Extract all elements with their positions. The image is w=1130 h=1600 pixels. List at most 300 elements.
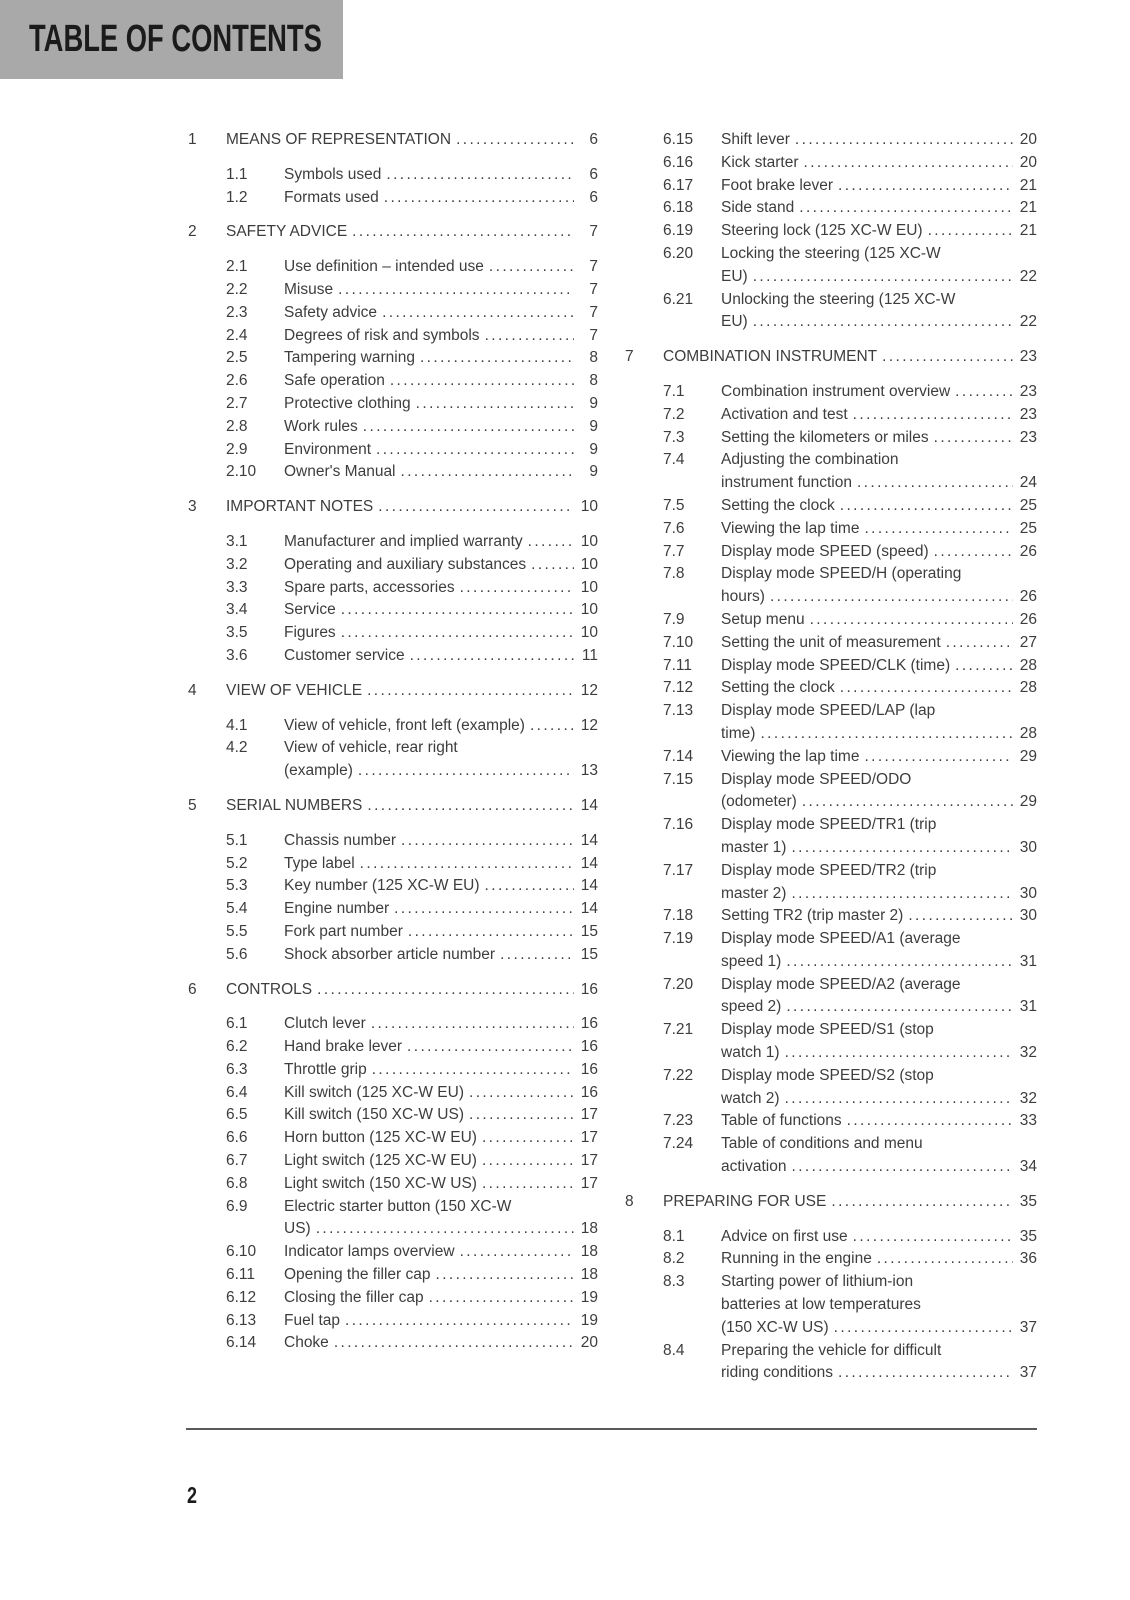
toc-entry-page-number: 25 [1019,496,1037,514]
toc-subsection-row [188,439,598,462]
toc-entry-number: 7.11 [663,656,693,674]
toc-subsection-row [625,175,1037,198]
toc-entry-number: 8.4 [663,1341,685,1359]
toc-entry-number: 6.7 [226,1152,248,1170]
toc-entry-title-block [721,609,1037,632]
toc-entry-lastline [284,256,598,279]
toc-entry-title-block [721,1065,1037,1111]
toc-entry-number: 4.1 [226,716,248,734]
toc-subsection-row [188,715,598,738]
toc-entry-title-line: Electric starter button (150 XC-W [284,1197,512,1215]
toc-entry-title-block [284,416,598,439]
toc-entry-page-number: 32 [1019,1044,1037,1062]
toc-subsection-row [625,541,1037,564]
toc-entry-page-number: 7 [589,326,598,344]
dot-leader [378,496,574,519]
toc-section-row [625,346,1037,369]
toc-entry-title-line: Display mode SPEED/A1 (average [721,930,961,948]
dot-leader [341,599,574,622]
toc-entry-page-number: 20 [1019,153,1037,171]
toc-entry-number: 6 [188,980,197,998]
toc-entry-title-block [226,496,598,519]
toc-entry-number: 6.1 [226,1015,248,1033]
toc-entry-number: 3.2 [226,555,248,573]
toc-entry-number: 7.8 [663,565,685,583]
toc-section-row [188,979,598,1002]
toc-entry-number: 2.4 [226,326,248,344]
toc-entry-number: 6.9 [226,1197,248,1215]
toc-entry-page-number: 6 [589,188,598,206]
toc-subsection-row [625,449,1037,495]
toc-subsection-row [188,875,598,898]
toc-entry-title-block [663,346,1037,369]
toc-entry-page-number: 27 [1019,633,1037,651]
dot-leader [770,586,1013,609]
toc-subsection-row [188,853,598,876]
toc-entry-title-block [284,370,598,393]
toc-entry-number: 1.1 [226,165,248,183]
toc-subsection-row [625,1019,1037,1065]
toc-subsection-row [625,427,1037,450]
toc-entry-number: 2.7 [226,394,248,412]
toc-entry-page-number: 31 [1019,998,1037,1016]
toc-subsection-row [625,197,1037,220]
toc-subsection-row [188,302,598,325]
toc-entry-title: Foot brake lever [721,176,833,194]
toc-entry-title: Fork part number [284,922,403,940]
toc-entry-lastline [721,1362,1037,1385]
toc-entry-number: 6.13 [226,1311,257,1329]
toc-entry-title: activation [721,1158,787,1176]
dot-leader [838,1362,1013,1385]
toc-entry-lastline [284,1264,598,1287]
toc-entry-title-block [226,795,598,818]
toc-entry-title: Display mode SPEED (speed) [721,542,929,560]
toc-entry-title-block [284,1127,598,1150]
toc-entry-number: 7.24 [663,1135,694,1153]
toc-entry-page-number: 15 [580,945,598,963]
dot-leader [363,416,574,439]
toc-entry-title: Advice on first use [721,1227,848,1245]
toc-entry-number: 6.18 [663,199,694,217]
toc-entry-title-block [721,220,1037,243]
toc-subsection-row [625,381,1037,404]
toc-subsection-row [625,1248,1037,1271]
toc-subsection-row [625,1271,1037,1339]
toc-subsection-row [188,599,598,622]
dot-leader [795,129,1013,152]
toc-entry-title-block [284,393,598,416]
toc-entry-number: 7.5 [663,496,685,514]
toc-entry-title-line: Adjusting the combination [721,451,899,469]
toc-entry-lastline [284,370,598,393]
toc-entry-title-block [721,769,1037,815]
toc-entry-title: Safe operation [284,372,385,390]
toc-entry-title: US) [284,1220,311,1238]
toc-entry-title: Operating and auxiliary substances [284,555,527,573]
toc-entry-page-number: 26 [1019,588,1037,606]
toc-entry-title-block [721,175,1037,198]
table-of-contents [188,129,1037,1385]
toc-entry-lastline [284,715,598,738]
toc-entry-lastline [721,1226,1037,1249]
toc-entry-title-block [284,164,598,187]
toc-column-right [625,129,1037,1385]
toc-section-row [188,680,598,703]
toc-subsection-row [625,129,1037,152]
toc-subsection-row [625,860,1037,906]
toc-entry-title-block [721,541,1037,564]
dot-leader [416,393,574,416]
toc-entry-number: 3.6 [226,646,248,664]
toc-entry-lastline [226,680,598,703]
toc-entry-title-block [721,563,1037,609]
dot-leader [382,302,574,325]
toc-entry-number: 5.4 [226,900,248,918]
toc-entry-title-block [721,1019,1037,1065]
toc-entry-title: master 1) [721,838,787,856]
toc-entry-title-block [284,1036,598,1059]
dot-leader [386,164,574,187]
toc-entry-page-number: 10 [580,624,598,642]
toc-entry-title: Hand brake lever [284,1038,403,1056]
toc-entry-lastline [284,1013,598,1036]
toc-entry-title-block [721,1226,1037,1249]
toc-entry-number: 6.10 [226,1243,257,1261]
toc-subsection-row [625,563,1037,609]
toc-entry-page-number: 10 [580,532,598,550]
toc-entry-number: 3.3 [226,578,248,596]
toc-entry-page-number: 9 [589,417,598,435]
dot-leader [482,1150,574,1173]
toc-entry-page-number: 26 [1019,610,1037,628]
dot-leader [864,518,1013,541]
toc-subsection-row [625,1065,1037,1111]
toc-entry-page-number: 29 [1019,747,1037,765]
toc-entry-lastline [284,944,598,967]
toc-entry-title-block [721,152,1037,175]
toc-entry-number: 7.18 [663,907,694,925]
toc-entry-title: Shift lever [721,131,790,148]
toc-entry-title: Horn button (125 XC-W EU) [284,1129,477,1147]
toc-entry-number: 4 [188,681,197,699]
toc-entry-title: Protective clothing [284,394,411,412]
footer-divider [186,1428,1037,1430]
toc-subsection-row [625,1226,1037,1249]
toc-subsection-row [188,370,598,393]
dot-leader [456,129,574,152]
toc-entry-lastline [721,723,1037,746]
toc-entry-title-block [721,449,1037,495]
toc-entry-page-number: 10 [580,601,598,619]
toc-entry-title: VIEW OF VEHICLE [226,681,363,699]
dot-leader [853,404,1013,427]
toc-entry-title-block [284,439,598,462]
toc-entry-lastline [284,1059,598,1082]
toc-entry-title: COMBINATION INSTRUMENT [663,348,878,366]
toc-entry-title: (odometer) [721,793,797,811]
toc-entry-title: Fuel tap [284,1311,341,1329]
dot-leader [485,325,574,348]
toc-entry-title: Engine number [284,900,390,918]
toc-entry-lastline [284,599,598,622]
toc-subsection-row [188,1059,598,1082]
toc-entry-title-block [284,531,598,554]
toc-entry-title: SAFETY ADVICE [226,223,348,241]
toc-entry-title-block [721,1110,1037,1133]
toc-entry-title: Owner's Manual [284,463,396,481]
toc-entry-page-number: 21 [1019,222,1037,240]
toc-entry-lastline [721,996,1037,1019]
toc-entry-title: EU) [721,267,748,285]
dot-leader [500,944,574,967]
toc-entry-title: Running in the engine [721,1250,872,1268]
toc-entry-number: 7.7 [663,542,685,560]
toc-subsection-row [188,1013,598,1036]
toc-entry-title-block [284,554,598,577]
toc-entry-title: Key number (125 XC-W EU) [284,877,480,895]
dot-leader [435,1264,574,1287]
toc-entry-number: 7.15 [663,770,694,788]
dot-leader [469,1082,574,1105]
dot-leader [376,439,574,462]
toc-subsection-row [625,632,1037,655]
toc-entry-title: Indicator lamps overview [284,1243,455,1261]
toc-section-row [188,496,598,519]
dot-leader [401,461,574,484]
toc-subsection-row [188,1173,598,1196]
toc-entry-lastline [226,795,598,818]
toc-entry-title: Symbols used [284,165,382,183]
toc-entry-title: Safety advice [284,303,378,321]
toc-subsection-row [625,655,1037,678]
toc-subsection-row [625,220,1037,243]
toc-entry-number: 6.4 [226,1083,248,1101]
toc-entry-title-block [284,1241,598,1264]
toc-entry-number: 1.2 [226,188,248,206]
toc-entry-title-block [284,1013,598,1036]
toc-entry-title-line: Unlocking the steering (125 XC-W [721,290,956,308]
toc-entry-title-block [721,1133,1037,1179]
toc-entry-title-line: Display mode SPEED/ODO [721,770,912,788]
toc-entry-number: 2 [188,223,197,241]
toc-entry-page-number: 7 [589,258,598,276]
toc-entry-lastline [284,645,598,668]
toc-entry-page-number: 7 [589,280,598,298]
toc-entry-title-block [721,700,1037,746]
dot-leader [955,655,1013,678]
toc-entry-page-number: 14 [580,877,598,895]
toc-entry-number: 8.2 [663,1250,685,1268]
toc-subsection-row [188,1036,598,1059]
toc-entry-lastline [663,1191,1037,1214]
toc-entry-number: 7.20 [663,975,694,993]
toc-entry-title-line: Display mode SPEED/A2 (average [721,975,961,993]
dot-leader [785,1042,1013,1065]
toc-entry-lastline [721,1248,1037,1271]
toc-entry-number: 2.2 [226,280,248,298]
toc-entry-title: Manufacturer and implied warranty [284,532,523,550]
toc-subsection-row [625,905,1037,928]
toc-entry-number: 2.5 [226,349,248,367]
toc-entry-number: 7.17 [663,861,694,879]
toc-entry-page-number: 18 [580,1266,598,1284]
dot-leader [408,921,574,944]
toc-entry-title: Choke [284,1334,329,1352]
dot-leader [358,760,574,783]
toc-entry-title-block [284,461,598,484]
toc-subsection-row [625,495,1037,518]
toc-entry-title-block [721,928,1037,974]
toc-entry-page-number: 22 [1019,313,1037,331]
toc-entry-page-number: 18 [580,1243,598,1261]
toc-entry-title-block [721,129,1037,152]
toc-entry-page-number: 30 [1019,884,1037,902]
toc-entry-lastline [284,1332,598,1355]
toc-entry-lastline [721,1042,1037,1065]
toc-entry-title: watch 2) [721,1089,780,1107]
dot-leader [831,1191,1013,1214]
toc-entry-title: Environment [284,440,372,458]
toc-entry-page-number: 23 [1019,428,1037,446]
toc-subsection-row [188,1196,598,1242]
dot-leader [469,1104,574,1127]
toc-entry-title: Opening the filler cap [284,1266,431,1284]
toc-entry-page-number: 35 [1019,1227,1037,1245]
toc-entry-lastline [721,129,1037,152]
toc-entry-lastline [284,393,598,416]
toc-entry-page-number: 25 [1019,519,1037,537]
dot-leader [802,791,1013,814]
toc-entry-title-line: Table of conditions and menu [721,1135,923,1153]
toc-entry-title-block [721,860,1037,906]
toc-entry-number: 7 [625,348,634,366]
toc-entry-number: 6.16 [663,153,694,171]
dot-leader [367,680,574,703]
toc-subsection-row [188,898,598,921]
toc-entry-title: EU) [721,313,748,331]
toc-entry-number: 6.6 [226,1129,248,1147]
toc-entry-lastline [721,541,1037,564]
toc-entry-number: 8 [625,1192,634,1210]
toc-entry-title: Type label [284,854,355,872]
toc-entry-title-block [284,302,598,325]
toc-subsection-row [188,531,598,554]
toc-entry-page-number: 20 [580,1334,598,1352]
toc-entry-title: Tampering warning [284,349,415,367]
toc-section-row [625,1191,1037,1214]
toc-entry-lastline [721,791,1037,814]
toc-entry-number: 5.5 [226,922,248,940]
toc-entry-lastline [284,1127,598,1150]
toc-entry-title: Degrees of risk and symbols [284,326,480,344]
toc-entry-number: 6.20 [663,244,694,262]
toc-entry-page-number: 36 [1019,1250,1037,1268]
toc-entry-lastline [284,853,598,876]
toc-entry-title-block [284,898,598,921]
toc-entry-title-block [721,677,1037,700]
dot-leader [352,221,574,244]
toc-entry-number: 7.13 [663,702,694,720]
toc-entry-title-block [721,1340,1037,1386]
dot-leader [791,883,1013,906]
page-header-band [0,0,343,79]
toc-entry-title-block [226,221,598,244]
toc-entry-lastline [284,187,598,210]
toc-entry-page-number: 8 [589,349,598,367]
dot-leader [791,837,1013,860]
toc-entry-lastline [226,129,598,152]
toc-entry-number: 8.3 [663,1273,685,1291]
toc-entry-lastline [226,496,598,519]
toc-entry-number: 2.1 [226,258,248,276]
dot-leader [528,531,574,554]
toc-entry-page-number: 37 [1019,1318,1037,1336]
toc-subsection-row [188,256,598,279]
toc-entry-title-line: Display mode SPEED/S2 (stop [721,1066,934,1084]
toc-entry-title: Clutch lever [284,1015,366,1033]
toc-entry-lastline [721,427,1037,450]
toc-entry-lastline [663,346,1037,369]
toc-subsection-row [188,279,598,302]
toc-subsection-row [188,1082,598,1105]
toc-entry-page-number: 9 [589,440,598,458]
toc-subsection-row [188,1264,598,1287]
toc-entry-title-block [721,495,1037,518]
toc-entry-page-number: 17 [580,1129,598,1147]
toc-entry-title: Setting the clock [721,496,835,514]
toc-subsection-row [188,187,598,210]
dot-leader [489,256,574,279]
toc-entry-title: time) [721,724,756,742]
dot-leader [367,795,574,818]
dot-leader [877,1248,1013,1271]
toc-subsection-row [188,1150,598,1173]
toc-entry-title-block [284,622,598,645]
toc-entry-page-number: 10 [580,498,598,516]
toc-subsection-row [188,1241,598,1264]
dot-leader [394,898,574,921]
toc-entry-title-block [721,1248,1037,1271]
dot-leader [928,220,1013,243]
toc-entry-lastline [284,325,598,348]
dot-leader [791,1156,1013,1179]
toc-entry-page-number: 15 [580,922,598,940]
toc-entry-title-line: Display mode SPEED/H (operating [721,565,962,583]
toc-entry-title: Steering lock (125 XC-W EU) [721,222,923,240]
toc-entry-title: Setting the kilometers or miles [721,428,929,446]
toc-entry-title: riding conditions [721,1364,834,1382]
toc-entry-lastline [226,979,598,1002]
toc-entry-lastline [721,220,1037,243]
toc-section-row [188,129,598,152]
toc-entry-page-number: 16 [580,1015,598,1033]
toc-entry-lastline [721,197,1037,220]
toc-entry-lastline [284,347,598,370]
toc-subsection-row [625,609,1037,632]
toc-entry-title-block [284,944,598,967]
toc-entry-title-block [721,427,1037,450]
toc-entry-title: Spare parts, accessories [284,578,455,596]
toc-entry-number: 7.6 [663,519,685,537]
toc-entry-page-number: 7 [589,303,598,321]
toc-entry-lastline [284,1310,598,1333]
dot-leader [840,495,1013,518]
toc-entry-title-line: View of vehicle, rear right [284,739,458,757]
toc-entry-title: Setup menu [721,610,805,628]
toc-entry-page-number: 16 [580,980,598,998]
toc-entry-lastline [721,951,1037,974]
